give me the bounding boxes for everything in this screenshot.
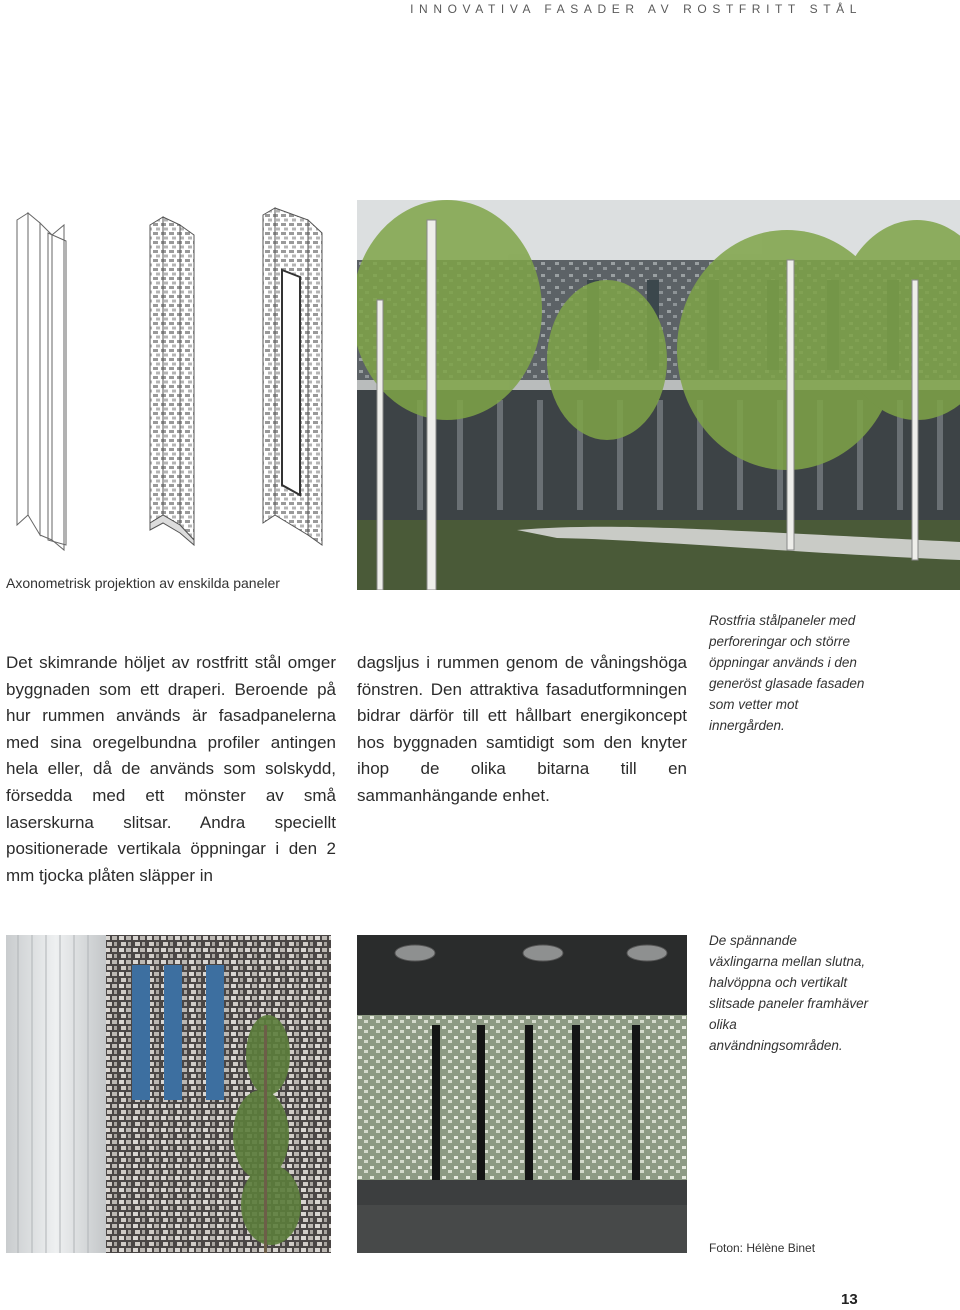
- courtyard-photo: [357, 200, 960, 590]
- body-paragraph-2: dagsljus i rummen genom de våningshöga fönstren. Den attraktiva fasadutformningen bidrar därför till ett hållbart energikoncept hos byggnaden samtidigt som den knyter ihop de olika bitarna till en sammanhängande enhet.: [357, 653, 687, 805]
- figure-caption: Axonometrisk projektion av enskilda paneler: [6, 575, 280, 591]
- facade-detail-photo: [6, 935, 331, 1253]
- running-title: INNOVATIVA FASADER AV ROSTFRITT STÅL: [410, 2, 862, 16]
- page-number: 13: [841, 1291, 858, 1308]
- side-caption-top: Rostfria stålpaneler med perforeringar och större öppningar används i den generöst glasade fasaden som vetter mot innergården.: [709, 613, 865, 733]
- side-caption-bottom: De spännande växlingarna mellan slutna, halvöppna och vertikalt slitsade paneler framhäver olika användningsområden.: [709, 933, 869, 1053]
- body-text-column-1: [6, 650, 336, 889]
- body-paragraph-1: Det skimrande höljet av rostfritt stål omger byggnaden som ett draperi. Beroende på hur rummen används är fasadpanelerna med sina oregelbundna profiler antingen hela eller, då de används som solskydd, försedda med ett mönster av små laserskurna slitsar. Andra speciellt positionerade vertikala öppningar i den 2 mm tjocka plåten släpper in: [6, 653, 336, 885]
- body-text-column-2: [357, 650, 687, 810]
- photo-credit: Foton: Hélène Binet: [709, 1241, 816, 1255]
- interior-photo: [357, 935, 687, 1253]
- axonometric-panel-drawing: [0, 195, 340, 555]
